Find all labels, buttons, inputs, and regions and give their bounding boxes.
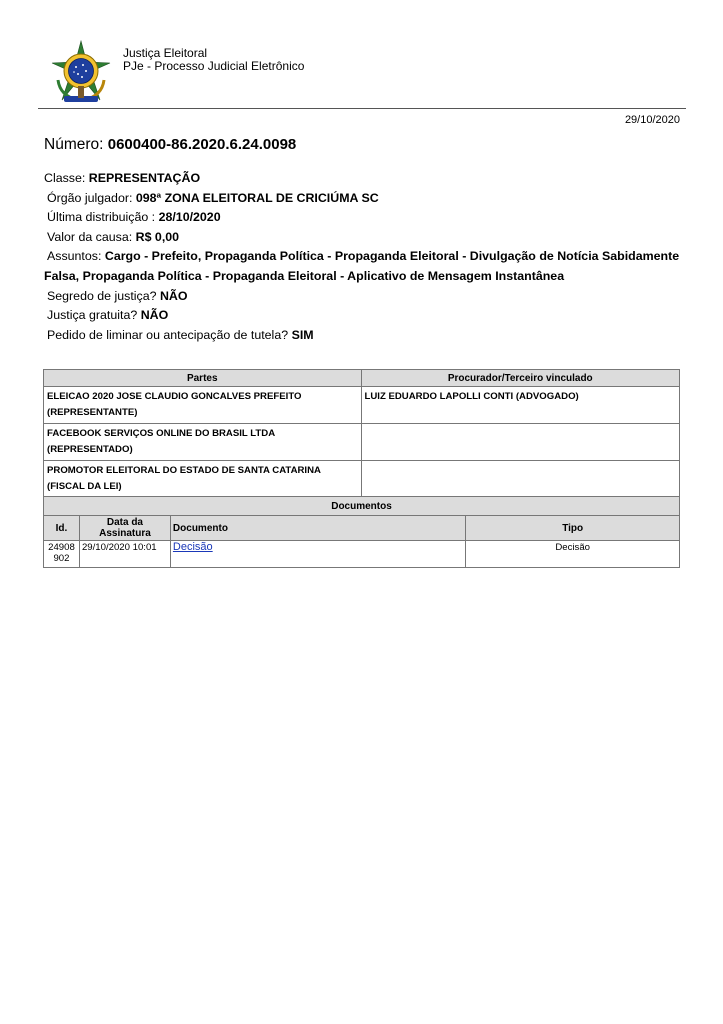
document-id-cell: 24908902 [44,541,80,568]
partes-column-header: Partes [44,370,362,387]
orgao-line [44,189,684,209]
segredo-value: NÃO [159,288,188,303]
brazil-coat-of-arms-icon [50,40,112,106]
segredo-line [44,287,684,307]
classe-value: REPRESENTAÇÃO [88,171,201,185]
assuntos-label: Assuntos: [47,249,102,264]
gratuita-value: NÃO [140,308,169,323]
parte-cell: PROMOTOR ELEITORAL DO ESTADO DE SANTA CATARINA (FISCAL DA LEI) [44,461,362,498]
document-name-cell [170,541,465,568]
valor-line [44,228,684,248]
procurador-cell [361,461,680,498]
segredo-label: Segredo de justiça? [47,288,157,303]
procurador-cell [361,424,680,461]
organization-name [123,47,304,73]
distribuicao-value: 28/10/2020 [158,210,221,225]
partes-header-row [44,370,680,387]
process-number-value: 0600400-86.2020.6.24.0098 [107,136,297,153]
procurador-column-header: Procurador/Terceiro vinculado [361,370,680,387]
document-date-cell: 29/10/2020 10:01 [79,541,170,568]
orgao-label: Órgão julgador: [47,190,133,205]
documentos-title: Documentos [44,497,680,516]
document-header [38,40,686,110]
documentos-header-row [44,516,680,541]
print-date: 29/10/2020 [624,114,680,126]
liminar-label: Pedido de liminar ou antecipação de tutela? [47,327,289,342]
gratuita-line [44,306,684,326]
distribuicao-label: Última distribuição : [47,210,156,225]
procurador-cell: LUIZ EDUARDO LAPOLLI CONTI (ADVOGADO) [361,387,680,424]
assuntos-line [44,247,684,286]
assuntos-value: Cargo - Prefeito, Propaganda Política - Propaganda Eleitoral - Divulgação de Notícia Sabidamente Falsa, Propaganda Política - Propaganda Eleitoral - Aplicativo de Mensagem Instantânea [44,249,680,283]
process-info [44,169,684,345]
distribuicao-line [44,208,684,228]
tipo-column-header: Tipo [466,516,680,541]
data-column-header: Data da Assinatura [79,516,170,541]
process-number [44,136,296,154]
table-row [44,541,680,568]
table-row [44,424,680,461]
classe-label: Classe: [44,171,86,185]
document-link[interactable]: Decisão [172,541,213,553]
gratuita-label: Justiça gratuita? [47,308,138,323]
parte-cell: ELEICAO 2020 JOSE CLAUDIO GONCALVES PREFEITO (REPRESENTANTE) [44,387,362,424]
process-number-label: Número: [44,136,104,153]
table-row [44,461,680,498]
table-row [44,387,680,424]
org-line-1: Justiça Eleitoral [123,46,208,60]
orgao-value: 098ª ZONA ELEITORAL DE CRICIÚMA SC [135,190,379,205]
documento-column-header: Documento [170,516,465,541]
valor-label: Valor da causa: [47,229,133,244]
classe-line [44,169,684,189]
header-divider [38,108,686,109]
partes-table [43,369,680,498]
liminar-value: SIM [291,327,314,342]
valor-value: R$ 0,00 [135,229,180,244]
org-line-2: PJe - Processo Judicial Eletrônico [123,59,305,73]
parte-cell: FACEBOOK SERVIÇOS ONLINE DO BRASIL LTDA (REPRESENTADO) [44,424,362,461]
id-column-header: Id. [44,516,80,541]
documentos-table [43,496,680,568]
documentos-title-row [44,497,680,516]
liminar-line [44,326,684,346]
document-type-cell: Decisão [466,541,680,568]
